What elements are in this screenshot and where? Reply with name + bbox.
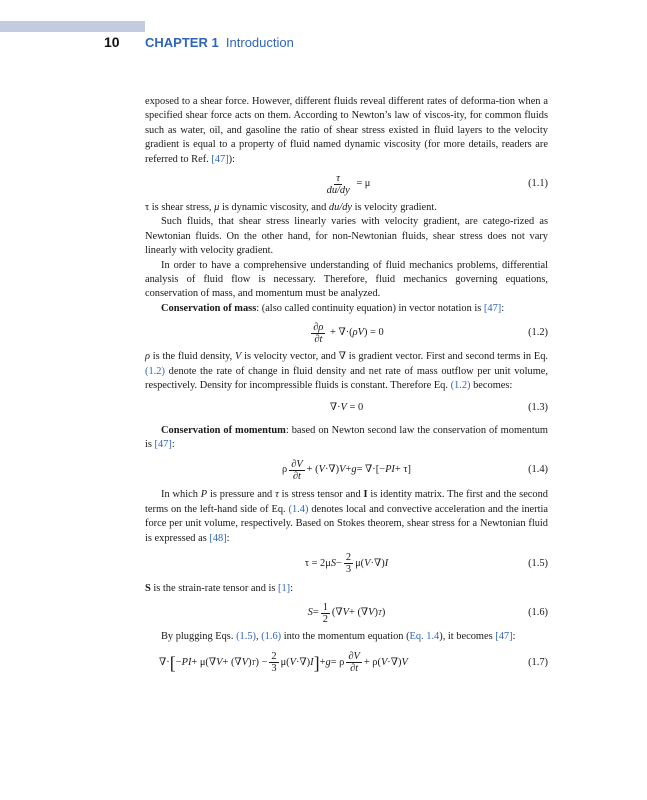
ref-link[interactable]: [47] [211, 153, 229, 165]
paragraph-3: Such fluids, that shear stress linearly varies with velocity gradient, are catego-rized as Newtonian fluids. On the other hand, for non-Newtonian fluids, shear stress does not vary linearly with velocity gradient. [145, 216, 548, 257]
ref-link[interactable]: [1] [278, 582, 291, 594]
top-accent-bar [0, 21, 145, 32]
chapter-title: Introduction [225, 35, 294, 50]
ref-link[interactable]: Eq. 1.4 [409, 631, 440, 643]
equation-number: (1.4) [528, 464, 548, 476]
equation-number: (1.1) [528, 177, 548, 189]
paragraph-10: By plugging Eqs. (1.5), (1.6) into the momentum equation (Eq. 1.4), it becomes [47]: [161, 631, 516, 643]
equation-number: (1.7) [528, 656, 548, 668]
paragraph-9: S is the strain-rate tensor and is [1]: [145, 582, 294, 594]
ref-link[interactable]: (1.4) [288, 503, 309, 515]
equation-1-3: ∇· V = 0 (1.3) [145, 394, 548, 424]
running-head [145, 35, 294, 50]
ref-link[interactable]: [47] [483, 302, 502, 314]
page-body [145, 95, 548, 681]
ref-link[interactable]: (1.6) [261, 631, 282, 643]
ref-link[interactable]: (1.2) [450, 380, 471, 392]
equation-number: (1.2) [528, 327, 548, 339]
equation-1-6: S = $\frac{1}{2}$ (∇ V + (∇ V ) T ) (1.6) [307, 601, 548, 625]
page-header [0, 34, 647, 54]
page-number: 10 [104, 34, 120, 50]
paragraph-2: τ is shear stress, μ is dynamic viscosity, and du/dy is velocity gradient. [145, 202, 437, 214]
paragraph-4: In order to have a comprehensive understanding of fluid mechanics problems, differential analysis of fluid flow is necessary. Therefore, fluid mechanics governing equations, conservation of mass, and momentum must be analyzed. [145, 259, 548, 300]
equation-1-4: ρ $\frac{\partial V}{\partial t}$ + ( V ·∇) V + g = ∇·[− PI + τ] (1.4) [282, 458, 548, 482]
equation-1-1: $\frac{\tau}{du/dy}$ = μ (1.1) [326, 172, 548, 196]
paragraph-6: ρ is the fluid density, V is velocity vector, and ∇ is gradient vector. First and second terms in Eq. (1.2) denote the rate of change in fluid density and net rate of mass outflow per unit volume, respectively. Density for incompressible fluids is constant. Therefore Eq. (1.2) becomes: [145, 351, 548, 392]
chapter-label: CHAPTER 1 [145, 35, 219, 50]
paragraph-7: Conservation of momentum: based on Newton second law the conservation of momentum is [47]: [145, 424, 548, 450]
ref-link[interactable]: [47] [154, 438, 172, 450]
ref-link[interactable]: [47] [495, 631, 513, 643]
equation-number: (1.6) [528, 607, 548, 619]
equation-1-2: $\frac{\partial\rho}{\partial t}$ + ∇·( ρV ) = 0 (1.2) [313, 321, 548, 345]
equation-number: (1.5) [528, 557, 548, 569]
paragraph-5: Conservation of mass: (also called continuity equation) in vector notation is [47]: [161, 302, 505, 314]
equation-1-7: ∇· [ − PI + μ(∇ V + (∇ V ) T ) − $\frac{2}{3}$ μ( V ·∇) I ] + g = ρ $\frac{\partial V}{\partial t}$ + ρ( V ·∇) V (1.7) [159, 651, 548, 675]
equation-1-5: τ = 2μ S − $\frac{2}{3}$ μ( V ·∇) I (1.5) [304, 552, 548, 576]
paragraph-1: exposed to a shear force. However, different fluids reveal different rates of deforma-tion when a specified shear force acts on them. According to Newton’s law of viscos-ity, for common fluids such as water, oil, and gasoline the ratio of shear stress existed in fluid layers to the velocity gradient is equal to a property of fluid named dynamic viscosity (for more details, readers are referred to Ref. [47]): [145, 96, 548, 165]
equation-number: (1.3) [528, 402, 548, 414]
ref-link[interactable]: [48] [209, 532, 227, 544]
ref-link[interactable]: (1.2) [145, 365, 165, 377]
ref-link[interactable]: (1.5) [236, 631, 256, 643]
paragraph-8: In which P is pressure and τ is stress tensor and I is identity matrix. The first and the second terms on the left-hand side of Eq. (1.4) denotes local and convective acceleration and the inertia force per unit volume, respectively. Based on Stokes theorem, shear stress for a Newtonian fluid is expressed as [48]: [145, 489, 549, 544]
